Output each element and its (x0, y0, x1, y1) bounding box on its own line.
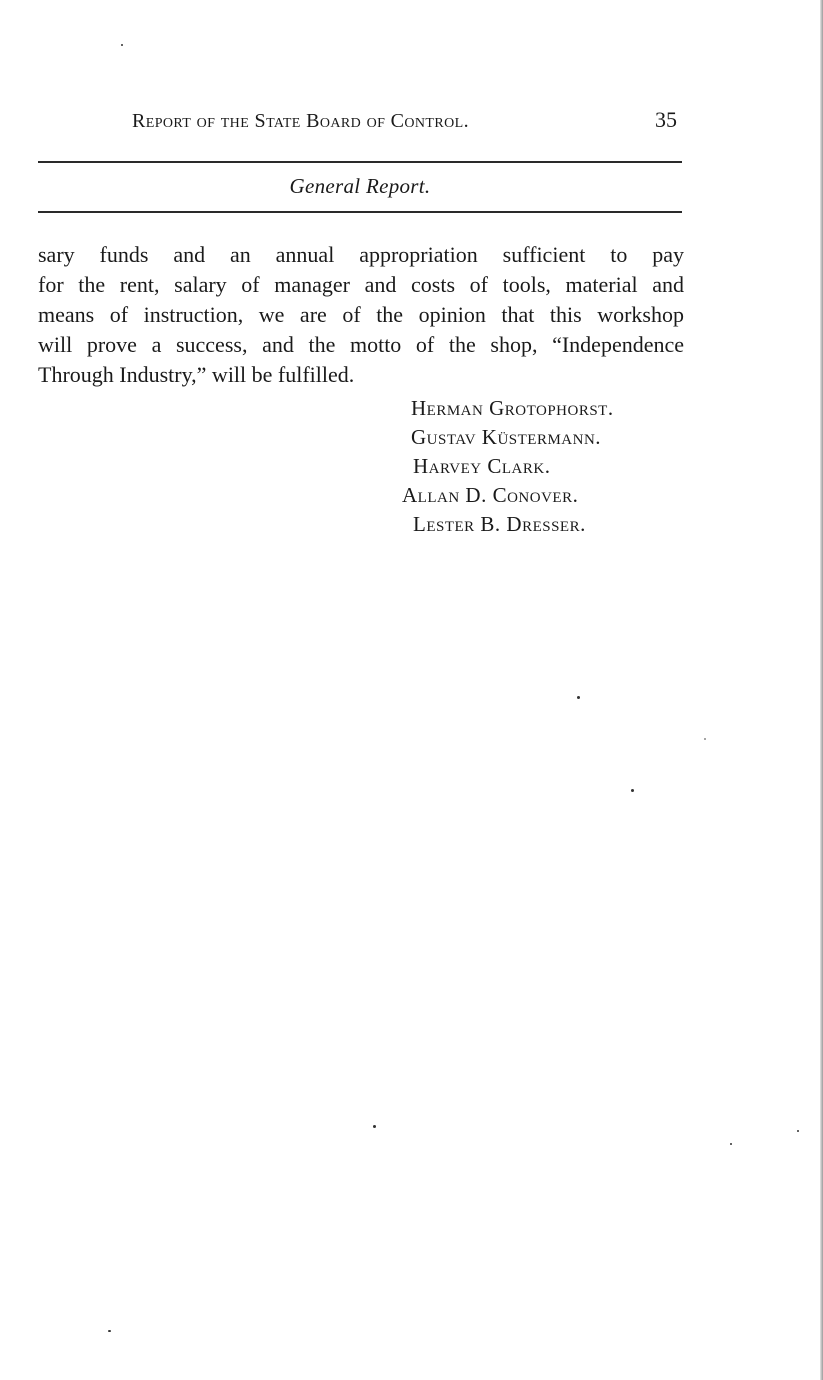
signature-name: Harvey Clark. (413, 454, 551, 478)
paper-speck (797, 1130, 799, 1132)
body-line: means of instruction, we are of the opinion that this workshop (38, 302, 684, 327)
section-heading: General Report. (289, 174, 431, 198)
paper-speck (704, 738, 706, 740)
paper-speck (108, 1330, 111, 1332)
signature-name: Lester B. Dresser. (413, 512, 586, 536)
running-head-title: Report of the State Board of Control. (132, 110, 469, 132)
signature-name: Allan D. Conover. (402, 483, 579, 507)
header-rule-bottom (38, 211, 682, 213)
paper-speck (373, 1125, 376, 1128)
signature-name: Herman Grotophorst. (411, 396, 614, 420)
paper-speck (730, 1143, 732, 1145)
header-rule-top (38, 161, 682, 163)
paper-speck (577, 696, 580, 699)
body-line: will prove a success, and the motto of the shop, “Independence (38, 332, 684, 357)
paper-speck (631, 789, 634, 792)
body-line: sary funds and an annual appropriation sufficient to pay (38, 242, 684, 267)
paper-speck (121, 44, 123, 46)
body-line: Through Industry,” will be fulfilled. (38, 362, 355, 387)
body-line: for the rent, salary of manager and costs of tools, material and (38, 272, 684, 297)
signature-name: Gustav Küstermann. (411, 425, 602, 449)
body-paragraph (38, 240, 684, 390)
page-number: 35 (655, 107, 677, 132)
